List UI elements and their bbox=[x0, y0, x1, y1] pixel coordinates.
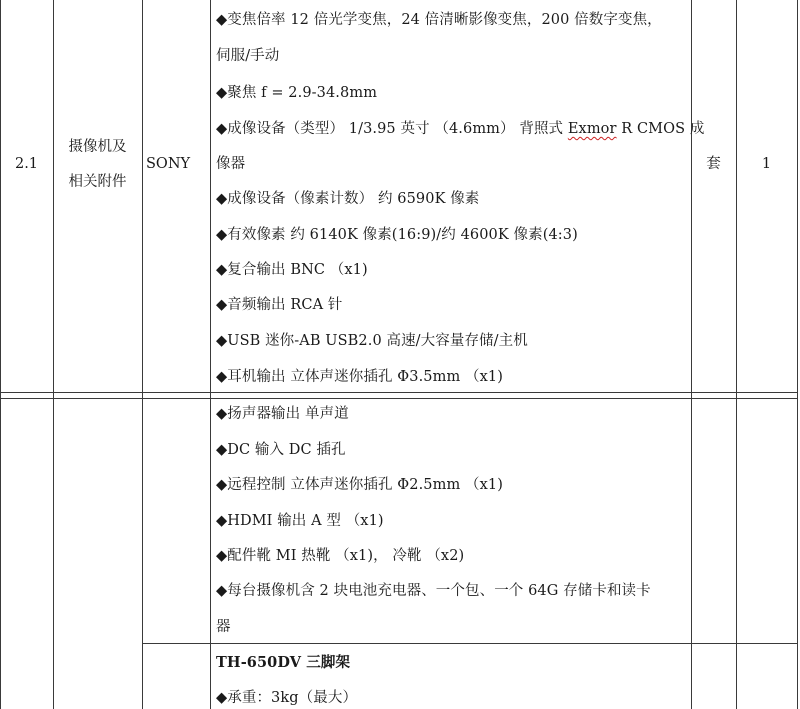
column-divider-2 bbox=[142, 0, 143, 709]
spec-sensor-text: ◆成像设备（类型） 1/3.95 英寸 （4.6mm） 背照式 bbox=[216, 121, 568, 137]
item-unit: 套 bbox=[706, 156, 721, 172]
spec-line-accessories-cont: 器 bbox=[216, 619, 231, 635]
column-divider-5 bbox=[736, 0, 737, 709]
item-name-line2: 相关附件 bbox=[68, 174, 127, 190]
spec-line-hdmi: ◆HDMI 输出 A 型 （x1) bbox=[216, 513, 384, 529]
spec-line-shoe: ◆配件靴 MI 热靴 （x1)， 冷靴 （x2) bbox=[216, 548, 465, 564]
tripod-row-divider bbox=[142, 643, 798, 644]
item-index: 2.1 bbox=[14, 156, 39, 172]
spec-line-pixel-count: ◆成像设备（像素计数） 约 6590K 像素 bbox=[216, 191, 480, 207]
spec-line-usb: ◆USB 迷你-AB USB2.0 高速/大容量存储/主机 bbox=[216, 333, 528, 349]
item-name-line1: 摄像机及 bbox=[68, 139, 127, 155]
row-divider-lower bbox=[0, 398, 798, 399]
spec-line-accessories: ◆每台摄像机含 2 块电池充电器、一个包、一个 64G 存储卡和读卡 bbox=[216, 583, 651, 599]
spec-line-zoom-cont: 伺服/手动 bbox=[216, 48, 280, 64]
spec-line-headphone: ◆耳机输出 立体声迷你插孔 Φ3.5mm （x1) bbox=[216, 369, 503, 385]
table-border-left bbox=[0, 0, 1, 709]
table-border-right bbox=[797, 0, 798, 709]
tripod-spec-load: ◆承重：3kg（最大） bbox=[216, 690, 358, 706]
spec-line-remote: ◆远程控制 立体声迷你插孔 Φ2.5mm （x1) bbox=[216, 477, 503, 493]
spec-line-sensor-cont: 像器 bbox=[216, 156, 246, 172]
item-quantity: 1 bbox=[761, 156, 772, 172]
spec-sensor-tail: R CMOS 成 bbox=[616, 121, 705, 137]
item-brand: SONY bbox=[146, 156, 191, 172]
tripod-title: TH-650DV 三脚架 bbox=[216, 654, 351, 671]
spec-line-audio-out: ◆音频输出 RCA 针 bbox=[216, 297, 343, 313]
spec-line-speaker: ◆扬声器输出 单声道 bbox=[216, 406, 349, 422]
row-divider-upper bbox=[0, 392, 798, 393]
spec-line-zoom: ◆变焦倍率 12 倍光学变焦，24 倍清晰影像变焦，200 倍数字变焦， bbox=[216, 12, 662, 28]
spec-line-focus: ◆聚焦 f = 2.9-34.8mm bbox=[216, 85, 378, 101]
spec-line-effective-pixels: ◆有效像素 约 6140K 像素(16:9)/约 4600K 像素(4:3) bbox=[216, 227, 578, 243]
spec-sensor-exmor: Exmor bbox=[567, 121, 617, 137]
column-divider-3 bbox=[210, 0, 211, 709]
column-divider-1 bbox=[53, 0, 54, 709]
column-divider-4 bbox=[691, 0, 692, 709]
spec-line-sensor bbox=[216, 119, 704, 139]
spec-line-dc-in: ◆DC 输入 DC 插孔 bbox=[216, 442, 346, 458]
spec-line-composite-out: ◆复合输出 BNC （x1) bbox=[216, 262, 368, 278]
